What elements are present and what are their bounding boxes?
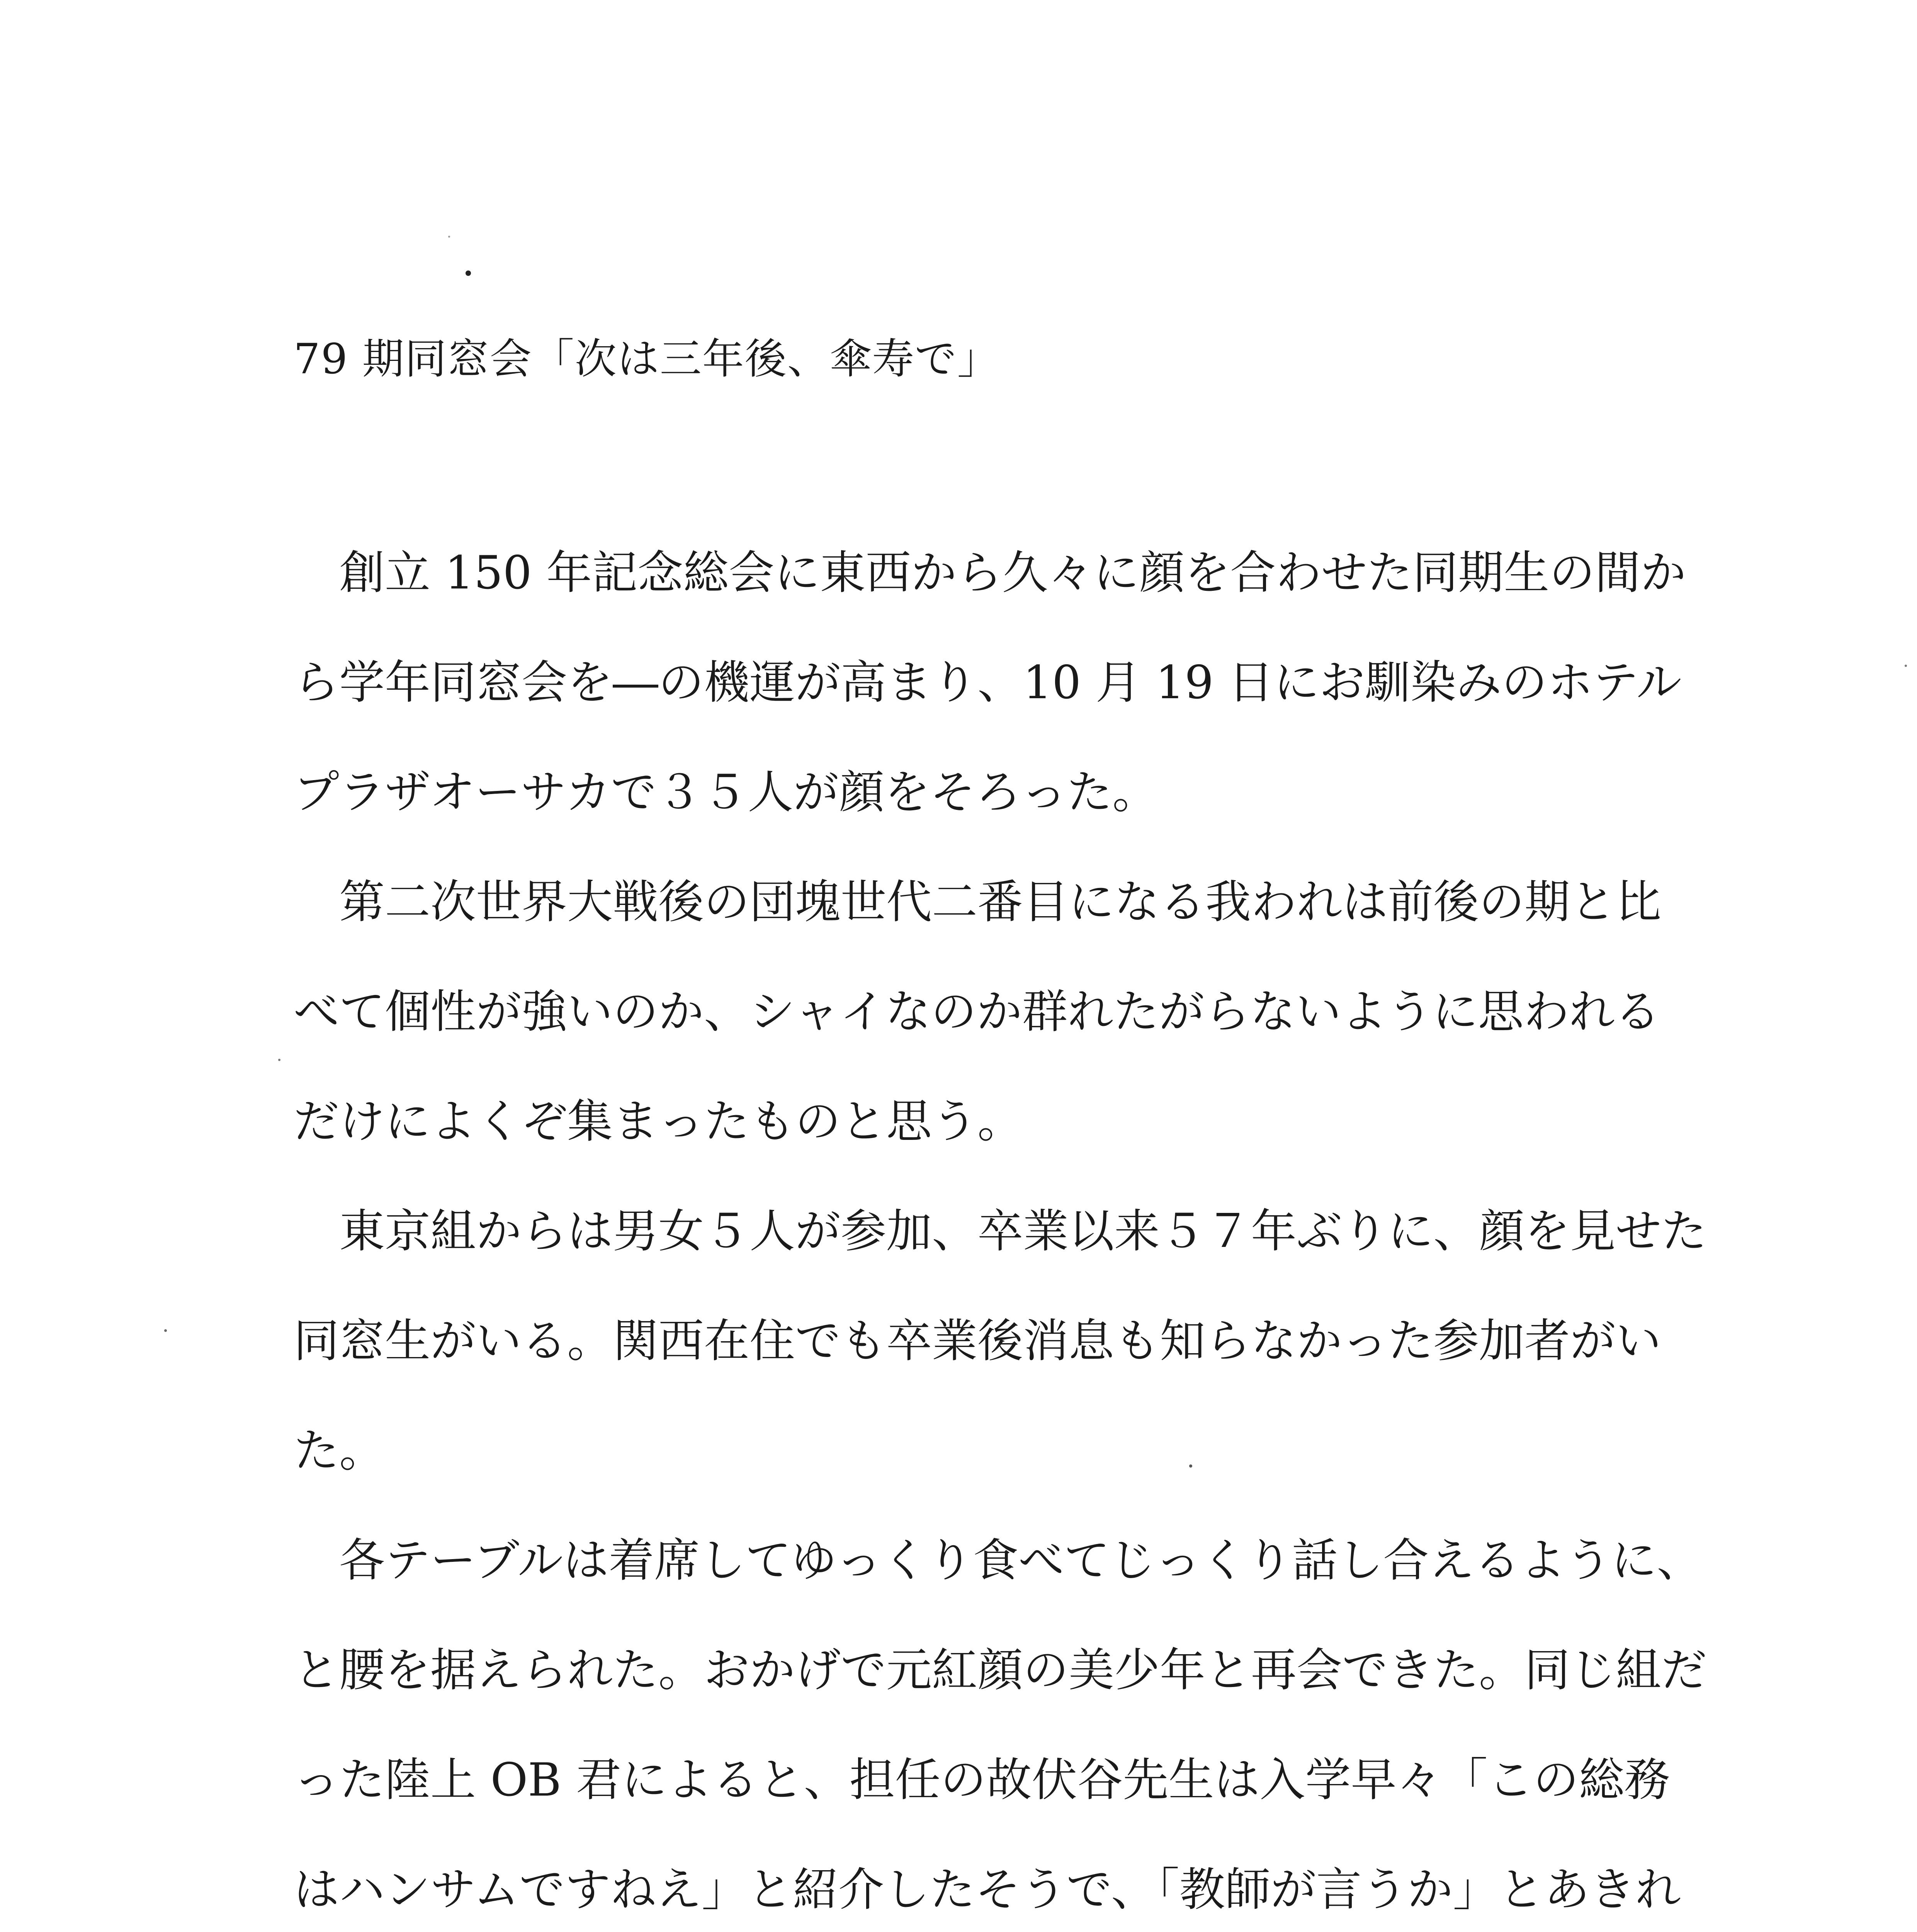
text-line: 創立 150 年記念総会に東西から久々に顔を合わせた同期生の間か [339,546,1686,599]
paragraph [294,1505,1707,1932]
text-line: ら学年同窓会を―の機運が高まり、10 月 19 日にお馴染みのホテル [294,656,1682,709]
text-line: はハンサムですねえ」と紹介したそうで、「教師が言うか」とあきれ [294,1863,1681,1916]
text-line: 第二次世界大戦後の団塊世代二番目になる我われは前後の期と比 [339,875,1662,929]
paragraph [294,847,1669,1176]
text-line: と腰を据えられた。おかげで元紅顔の美少年と再会できた。同じ組だ [294,1643,1707,1697]
text-line: 東京組からは男女５人が参加、卒業以来５７年ぶりに、顔を見せた [339,1204,1707,1258]
document-title: 79 期同窓会「次は三年後、傘寿で」 [294,335,1000,383]
text-line: プラザオーサカで３５人が顔をそろった。 [294,765,1158,819]
scan-speck [448,236,450,238]
scan-speck [278,1059,280,1061]
text-line: 同窓生がいる。関西在住でも卒業後消息も知らなかった参加者がい [294,1314,1662,1367]
text-line: た。 [294,1424,385,1477]
paragraph [294,1176,1707,1505]
text-line: べて個性が強いのか、シャイなのか群れたがらないように思われる [294,985,1660,1038]
document-body [294,518,1707,1932]
text-line: 各テーブルは着席してゆっくり食べてじっくり話し合えるように、 [339,1534,1703,1587]
text-line: だけによくぞ集まったものと思う。 [294,1095,1023,1148]
text-line: った陸上 OB 君によると、担任の故伏谷先生は入学早々「この総務 [294,1753,1670,1806]
scan-speck [164,1329,167,1332]
paragraph [294,518,1686,847]
scan-speck [1905,665,1907,667]
scan-speck [466,270,471,276]
